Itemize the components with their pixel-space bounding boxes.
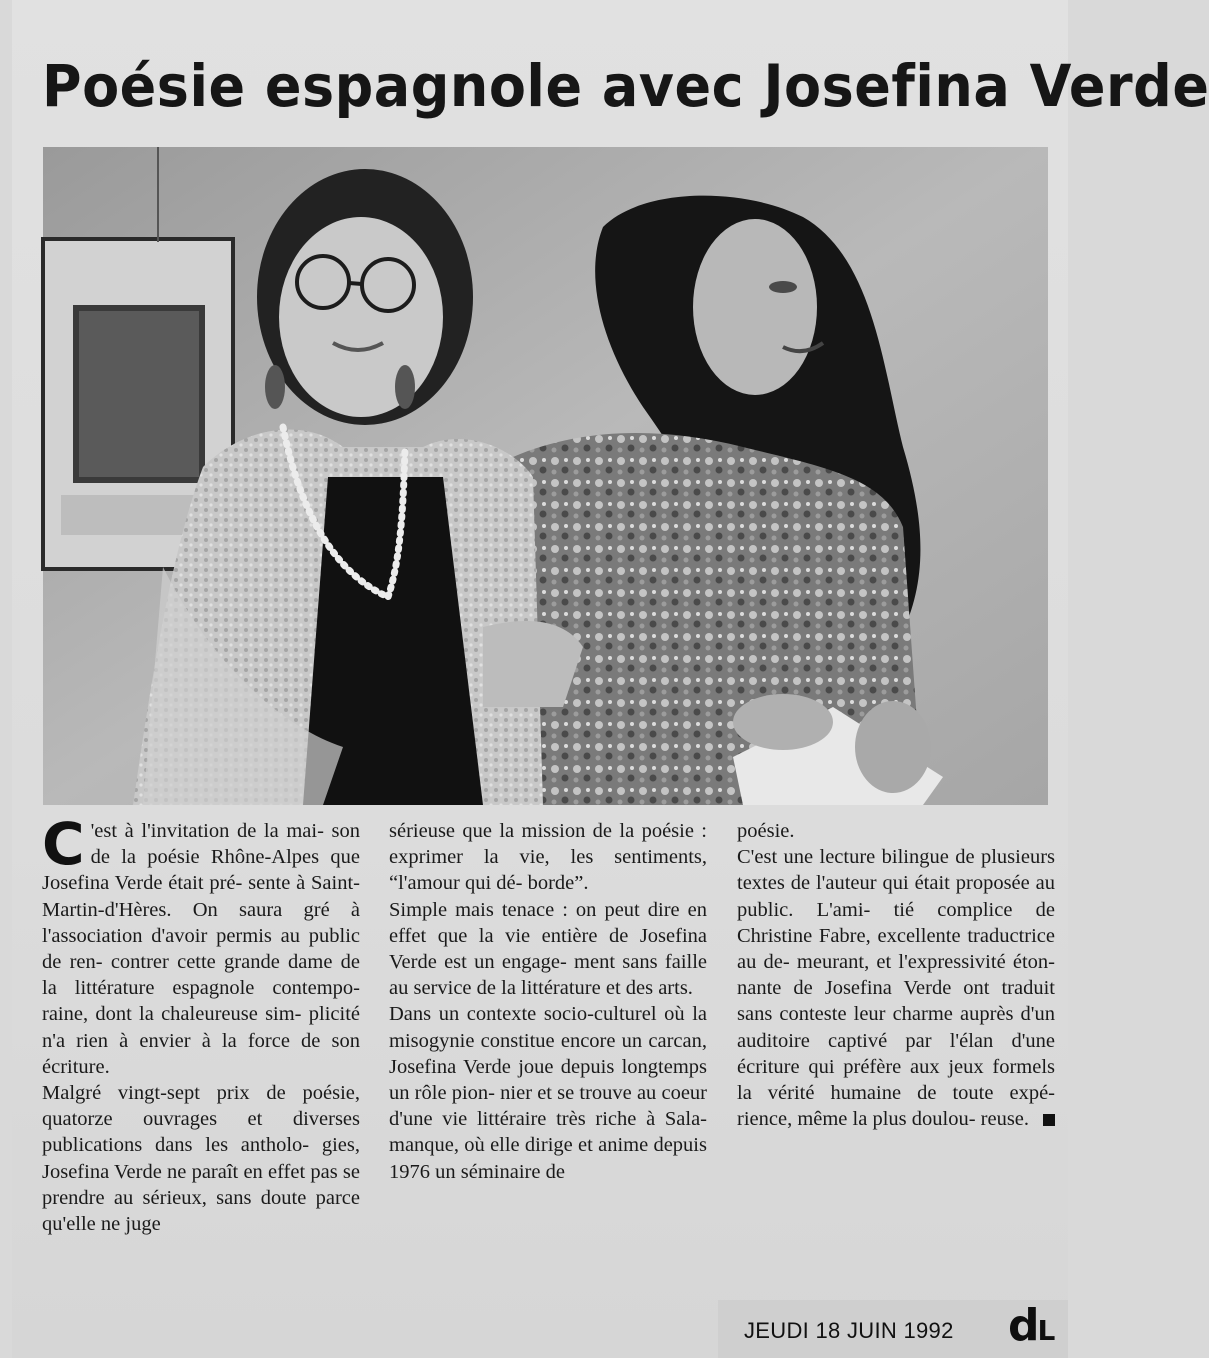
publication-date: JEUDI 18 JUIN 1992 [744, 1318, 954, 1343]
paragraph: poésie. [737, 820, 795, 842]
newspaper-logo [1008, 1300, 1055, 1351]
paragraph: Simple mais tenace : on peut dire en effet que la vie entière de Josefina Verde est un engage- ment sans faille au service de la littérature et des arts. [389, 898, 707, 1000]
end-of-article-square-icon [1043, 1114, 1055, 1126]
paragraph: C'est une lecture bilingue de plusieurs textes de l'auteur qui était proposée au public. L'ami- tié complice de Christine Fabre, excellente traductrice au de- meurant, et l'expressivité éton- nante de Josefina Verde ont traduit sans conteste leur charme auprès d'un auditoire captivé par l'élan d'une écriture qui préfère aux jeux formels la vérité humaine de toute expé- rience, même la plus doulou- reuse. [737, 846, 1055, 1131]
logo-letter-d: d [1008, 1300, 1038, 1351]
article-body [42, 810, 1055, 1266]
article-column-3 [737, 818, 1055, 1132]
article-column-2 [389, 818, 707, 1185]
paragraph: Malgré vingt-sept prix de poésie, quatorze ouvrages et diverses publications dans les antholo- gies, Josefina Verde ne paraît en effet pas se prendre au sérieux, sans doute parce qu'elle ne juge [42, 1082, 360, 1236]
paragraph: sérieuse que la mission de la poésie : exprimer la vie, les sentiments, “l'amour qui dé- borde”. [389, 820, 707, 895]
article-photo [43, 147, 1048, 805]
paragraph: C 'est à l'invitation de la mai- son de la poésie Rhône-Alpes que Josefina Verde était pré- sente à Saint-Martin-d'Hères. On saura gré à l'association d'avoir permis au public de ren- contrer cette grande dame de la littérature espagnole contempo- raine, dont la chaleureuse sim- plicité n'a rien à envier à la force de son écriture. [42, 810, 360, 1078]
article-headline: Poésie espagnole avec Josefina Verde [42, 52, 1209, 121]
paragraph: Dans un contexte socio-culturel où la misogynie constitue encore un carcan, Josefina Verde joue depuis longtemps un rôle pion- nier et se trouve au coeur d'une vie littéraire très riche à Sala- manque, où elle dirige et anime depuis 1976 un séminaire de [389, 1003, 707, 1183]
logo-letter-l: L [1037, 1314, 1056, 1347]
article-column-1 [42, 810, 360, 1237]
drop-cap: C [42, 810, 85, 878]
